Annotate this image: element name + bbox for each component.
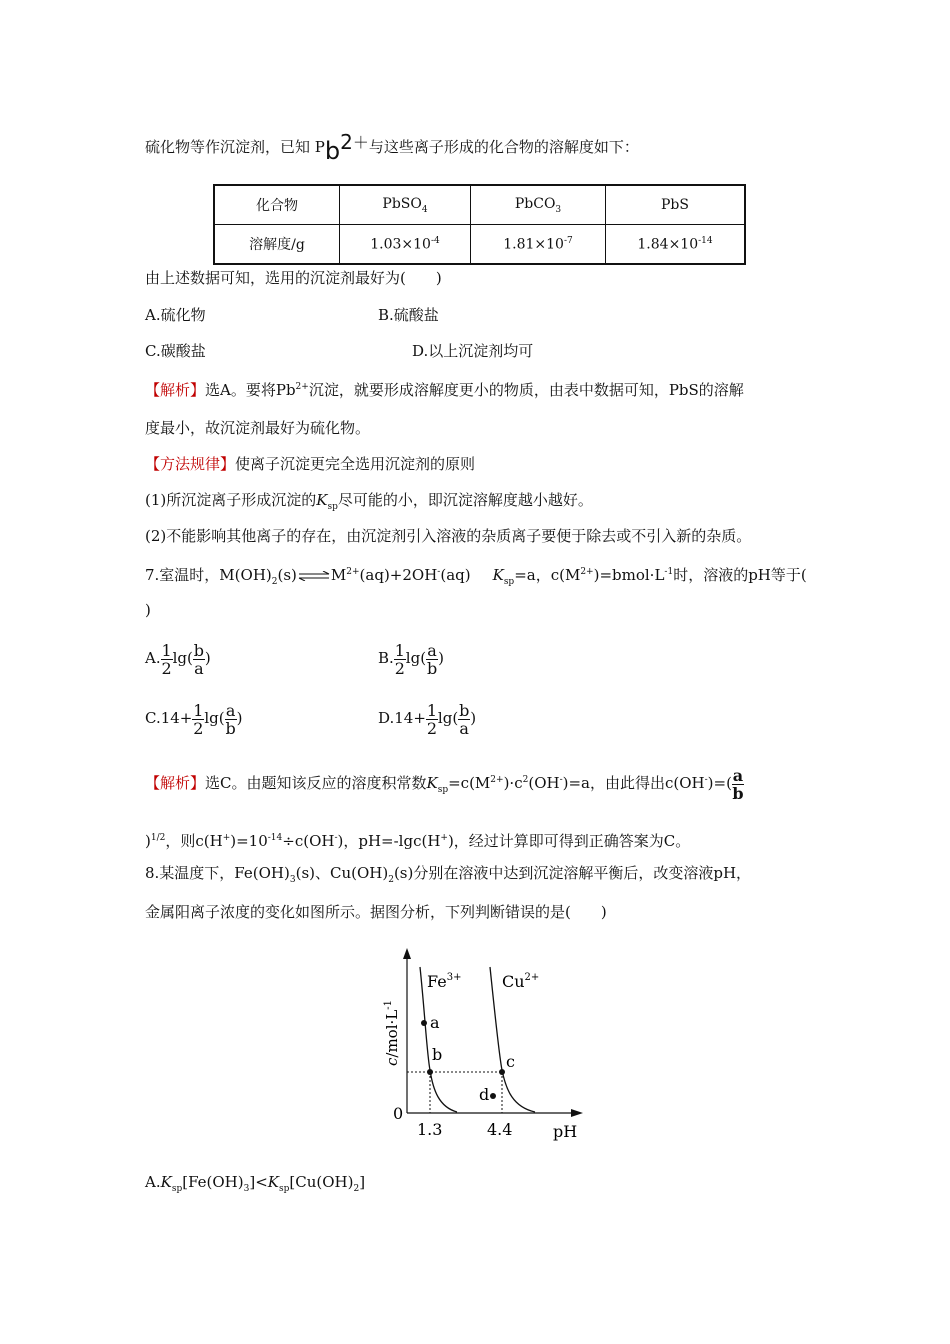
table-row — [214, 225, 745, 265]
point-a-label: a — [430, 1013, 440, 1032]
table-header-cell: PbCO$_3$ — [471, 185, 606, 225]
q6-option-d: D.以上沉淀剂均可 — [412, 342, 534, 360]
point-c — [499, 1069, 505, 1075]
q7-analysis: 【解析】选C。由题知该反应的溶度积常数$K_{sp}=c(M^{2+})\cdot c^2(OH^-)=a$，由此得出c(OH-)=( $\frac{a}{b}$ — [145, 765, 744, 803]
q7-stem: 7.室温时，$M(OH)_2(s)$ $M^{2+}(aq)+2OH^-(aq)$ $K_{sp}=a$，$c(M^{2+})=bmol\cdot L^{-1}$时，溶液的pH等于( — [145, 566, 807, 587]
method-rule: 【方法规律】使离子沉淀更完全选用沉淀剂的原则 — [145, 455, 476, 473]
q6-stem: 由上述数据可知，选用的沉淀剂最好为( ) — [145, 269, 442, 287]
method-point-1: (1)所沉淀离子形成沉淀的$K_{sp}$尽可能的小，即沉淀溶解度越小越好。 — [145, 491, 593, 512]
point-b — [427, 1069, 433, 1075]
intro-line: 硫化物等作沉淀剂，已知 Pb2＋与这些离子形成的化合物的溶解度如下： — [145, 130, 639, 165]
q6-option-a: A.硫化物 — [145, 306, 206, 324]
analysis-tag: 【解析】 — [145, 774, 206, 792]
analysis-tag: 【解析】 — [145, 381, 206, 399]
fe-label: $Fe^{3+}$ — [427, 972, 462, 991]
method-point-2: (2)不能影响其他离子的存在，由沉淀剂引入溶液的杂质离子要便于除去或不引入新的杂质。 — [145, 527, 752, 545]
table-header-cell: PbSO$_4$ — [340, 185, 471, 225]
q7-option-a: A. $\frac{1}{2}$ lg( $\frac{b}{a}$ ) — [145, 640, 211, 678]
table-cell: $1.84\times 10^{-14}$ — [606, 225, 746, 265]
q8-stem: 8.某温度下，$Fe(OH)_3(s)$、$Cu(OH)_2(s)$分别在溶液中达到沉淀溶解平衡后，改变溶液pH， — [145, 864, 752, 885]
q8-option-a: $A.K_{sp}[Fe(OH)_3]<K_{sp}[Cu(OH)_2]$ — [145, 1173, 366, 1194]
point-a — [421, 1020, 427, 1026]
q6-analysis: 【解析】选A。要将$Pb^{2+}$沉淀，就要形成溶解度更小的物质，由表中数据可知，PbS的溶解 — [145, 381, 744, 399]
method-tag: 【方法规律】 — [145, 455, 236, 473]
point-c-label: c — [506, 1052, 515, 1071]
big-b: b — [324, 137, 341, 165]
q8-stem-line2: 金属阳离子浓度的变化如图所示。据图分析，下列判断错误的是( ) — [145, 903, 607, 921]
equilibrium-arrow-icon — [297, 566, 331, 586]
q7-option-d: D.14+ $\frac{1}{2}$ lg( $\frac{b}{a}$ ) — [378, 700, 477, 738]
table-cell: $1.81\times 10^{-7}$ — [471, 225, 606, 265]
table-header-row — [214, 185, 745, 225]
q7-option-c: C.14+ $\frac{1}{2}$ lg( $\frac{a}{b}$ ) — [145, 700, 243, 738]
x-tick-1-3: 1.3 — [417, 1120, 443, 1139]
q6-analysis-line2: 度最小，故沉淀剂最好为硫化物。 — [145, 419, 371, 437]
point-d — [490, 1093, 496, 1099]
x-axis-arrow-icon — [571, 1109, 583, 1117]
y-axis-label: $c/mol\cdot L^{-1}$ — [383, 1000, 401, 1066]
q6-option-b: B.硫酸盐 — [378, 306, 439, 324]
q7-option-b: B. $\frac{1}{2}$ lg( $\frac{a}{b}$ ) — [378, 640, 444, 678]
table-header-cell: PbS — [606, 185, 746, 225]
q7-stem-close: ) — [145, 601, 151, 619]
table-header-cell: 化合物 — [214, 185, 340, 225]
x-tick-4-4: 4.4 — [487, 1120, 513, 1139]
table-cell: $1.03\times 10^{-4}$ — [340, 225, 471, 265]
y-axis-arrow-icon — [403, 948, 411, 959]
solubility-table — [213, 184, 746, 265]
x-axis-label: pH — [553, 1122, 578, 1141]
q7-analysis-line2: )$^{1/2}$，则$c(H^+)=10^{-14}\div c(OH^-)$，pH=-lgc(H+)，经过计算即可得到正确答案为C。 — [145, 832, 691, 850]
origin-label: 0 — [393, 1104, 404, 1123]
cu-label: $Cu^{2+}$ — [502, 972, 540, 991]
point-b-label: b — [432, 1045, 443, 1064]
point-d-label: d — [479, 1085, 490, 1104]
table-cell: 溶解度/g — [214, 225, 340, 265]
q6-option-c: C.碳酸盐 — [145, 342, 206, 360]
solubility-ph-graph — [375, 945, 595, 1145]
